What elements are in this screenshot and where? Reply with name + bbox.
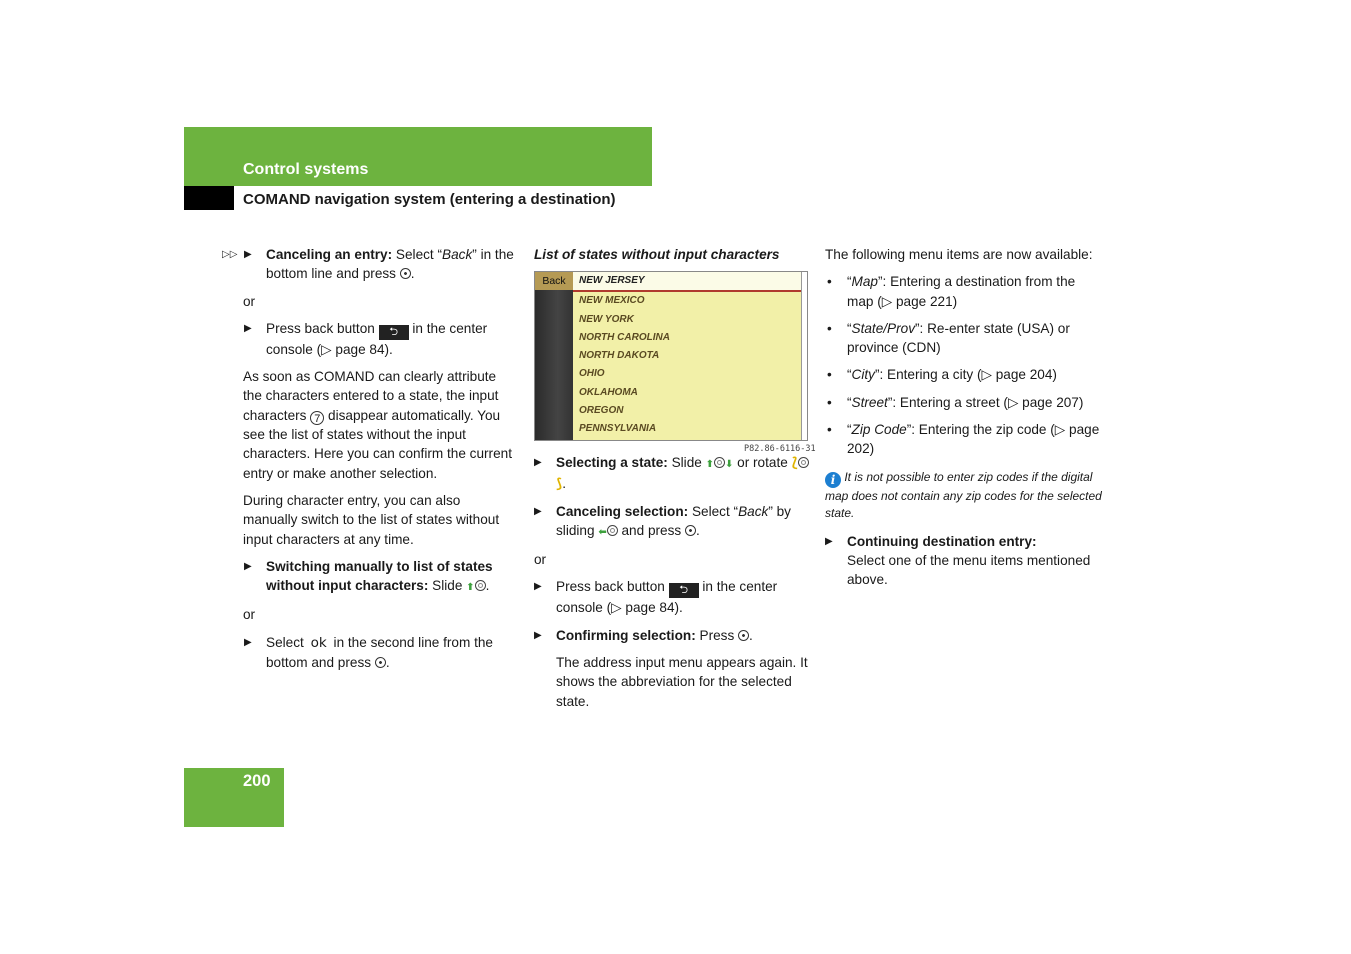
callout-number: 7 [310, 411, 324, 425]
column-2 [534, 245, 809, 264]
state-item[interactable]: OKLAHOMA [579, 386, 638, 398]
back-button-icon: ⮌ [669, 583, 699, 598]
continuation-marker: ▷▷ [222, 249, 238, 260]
info-note: i It is not possible to enter zip codes if the digital map does not contain any zip codes for the selected state. [825, 469, 1102, 520]
state-item[interactable]: OHIO [579, 368, 605, 380]
bullet-icon: • [827, 320, 832, 336]
back-button-step: ▶ Press back button ⮌ in the center console (▷ page 84). [534, 579, 778, 616]
screen-side-panel [535, 272, 573, 440]
step-arrow-icon: ▶ [825, 535, 833, 547]
menu-intro: The following menu items are now available: [825, 247, 1093, 262]
bullet-icon: • [827, 394, 832, 410]
confirm-result-text: The address input menu appears again. It shows the abbreviation for the selected state. [556, 655, 808, 709]
state-item[interactable]: NEW MEXICO [579, 295, 645, 307]
selecting-state-step: ▶ Selecting a state: Slide ⬆ ⬇ or rotate ⟅⟆. [534, 453, 809, 494]
rotate-icon: ⟆ [556, 476, 563, 492]
controller-knob-icon [475, 580, 486, 591]
state-item[interactable]: NORTH DAKOTA [579, 350, 660, 362]
cancel-entry-step: ▷▷ ▶ Canceling an entry: Select “Back” in the bottom line and press . [222, 247, 514, 282]
paragraph-auto-disappear: As soon as COMAND can clearly attribute the characters entered to a state, the input characters 7 disappear automatically. You see the list of states without the input characters. Here you can confirm the current entry or make another selection. [243, 369, 512, 481]
press-knob-icon [375, 657, 386, 668]
state-item[interactable]: OREGON [579, 405, 624, 417]
controller-knob-icon [798, 457, 809, 468]
select-ok-step: ▶ Select ok in the second line from the bottom and press . [244, 634, 493, 671]
states-list-screen [534, 271, 808, 441]
paragraph-manual-switch: During character entry, you can also manually switch to the list of states without input characters at any time. [243, 492, 500, 547]
continue-entry-step: ▶ Continuing destination entry: Select one of the menu items mentioned above. [825, 533, 1091, 588]
figure-code: P82.86-6116-31 [744, 444, 816, 454]
state-item[interactable]: NEW JERSEY [573, 272, 801, 292]
menu-item-street: • “Street”: Entering a street (▷ page 207) [825, 393, 1105, 412]
press-knob-icon [738, 630, 749, 641]
screen-caption: List of states without input characters [534, 247, 780, 262]
bullet-icon: • [827, 422, 832, 438]
bullet-icon: • [827, 367, 832, 383]
controller-knob-icon [714, 457, 725, 468]
or-text: or [243, 607, 256, 623]
menu-item-map: • “Map”: Entering a destination from the map (▷ page 221) [827, 274, 1076, 309]
step-arrow-icon: ▶ [534, 457, 542, 468]
state-item[interactable]: NORTH CAROLINA [579, 331, 670, 343]
canceling-selection-step: ▶ Canceling selection: Select “Back” by sliding ⬅ and press . [534, 503, 791, 538]
menu-item-state: • “State/Prov”: Re-enter state (USA) or province (CDN) [827, 320, 1070, 356]
step-arrow-icon: ▶ [244, 560, 252, 572]
controller-knob-icon [607, 525, 618, 536]
or-text: or [243, 293, 256, 309]
page-subtitle: COMAND navigation system (entering a destination) [243, 191, 616, 208]
rotate-icon: ⟅ [791, 455, 798, 470]
confirming-selection-step: ▶ Confirming selection: Press . [534, 626, 809, 645]
slide-left-icon: ⬅ [598, 526, 607, 538]
states-list [573, 272, 801, 439]
ok-label: ok [310, 634, 327, 651]
step-arrow-icon: ▶ [534, 505, 542, 517]
press-knob-icon [400, 268, 411, 279]
header-marker [184, 186, 234, 210]
slide-down-icon: ⬇ [724, 459, 734, 470]
state-item[interactable]: NEW YORK [579, 313, 634, 325]
step-label: Canceling an entry: [266, 247, 393, 262]
screen-back-button[interactable]: Back [535, 272, 573, 290]
column-3 [825, 245, 1105, 590]
section-title: Control systems [243, 161, 369, 178]
column-2-steps [534, 453, 809, 711]
menu-item-zip: • “Zip Code”: Entering the zip code (▷ page 202) [827, 422, 1100, 457]
column-1 [222, 245, 517, 672]
step-arrow-icon: ▶ [534, 581, 542, 593]
slide-up-icon: ⬆ [466, 582, 475, 594]
page-number: 200 [243, 772, 271, 790]
menu-item-city: • “City”: Entering a city (▷ page 204) [825, 365, 1105, 384]
back-button-icon: ⮌ [379, 325, 409, 340]
step-arrow-icon: ▶ [244, 249, 252, 260]
press-knob-icon [685, 525, 696, 536]
bullet-icon: • [827, 274, 832, 290]
switch-manual-step: ▶ Switching manually to list of states without input characters: Slide ⬆ . [244, 558, 493, 594]
step-arrow-icon: ▶ [244, 322, 252, 334]
info-icon: i [825, 472, 841, 488]
state-item[interactable]: PENNSYLVANIA [579, 423, 657, 435]
step-arrow-icon: ▶ [244, 636, 252, 648]
or-text: or [534, 552, 547, 568]
back-button-step: ▶ Press back button ⮌ in the center console (▷ page 84). [244, 320, 488, 357]
slide-up-icon: ⬆ [705, 459, 714, 470]
step-arrow-icon: ▶ [534, 629, 542, 641]
scrollbar[interactable] [801, 272, 807, 440]
